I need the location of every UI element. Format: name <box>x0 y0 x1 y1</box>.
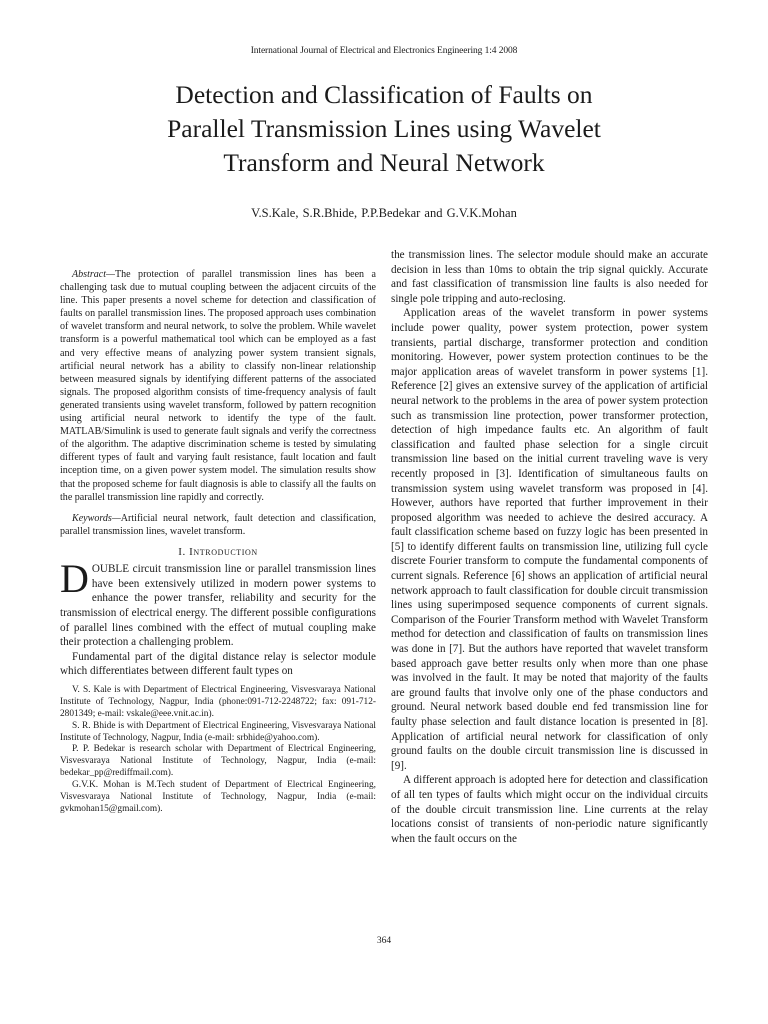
body-paragraph: Application areas of the wavelet transform in power systems include power quality, power system protection, power system transients, partial discharge, transformer protection and condition monitoring. However, power system protection continues to be the major application areas of wavelet transform in power systems [1]. Reference [2] gives an extensive survey of the application of artificial neural network to the problems in the area of power system protection such as transmission line protection, power transformer protection, detection of high impedance faults etc. An algorithm of fault classification and faulted phase selection for a single circuit transmission line based on the initial current traveling wave is very recently proposed in [3]. Identification of simultaneous faults on transmission system using wavelet transform was proposed in [4]. However, authors have reported that further improvement in their proposed algorithm was needed to achieve the desired accuracy. A fault classification scheme based on fuzzy logic has been presented in [5] to identify different faults on transmission line, utilizing full cycle discrete Fourier transform to compute the fundamental components of current signals. Reference [6] shows an application of artificial neural network approach to fault classification for double circuit transmission lines using superimposed sequence components of current signals. Comparison of the Fourier Transform method with Wavelet Transform method for detection and classification of faults on transmission lines was done in [7]. But the authors have reported that wavelet transform based approach gave better results only when more than one phase was involved in the fault. It may be noted that majority of the faults are ground faults that involve only one of the phase conductors and ground. Neural network based double end fed transmission line for faulty phase selection and fault distance location is presented in [8]. Application of artificial neural network for classification of only ground faults on the double circuit transmission line is discussed in [9]. <box>391 307 708 772</box>
abstract-text: The protection of parallel transmission lines has been a challenging task due to mutual coupling between the adjacent circuits of the line. This paper presents a novel scheme for detection and classification of faults on parallel transmission lines. The proposed approach uses combination of wavelet transform and neural network, to solve the problem. While wavelet transform is a powerful mathematical tool which can be employed as a fast and very effective means of analyzing power system transient signals, artificial neural network has a ability to classify non-linear relationship between measured signals by identifying different patterns of the associated signals. The proposed algorithm consists of time-frequency analysis of fault generated transients using wavelet transform, followed by pattern recognition using artificial neural network to identify the type of the fault. MATLAB/Simulink is used to generate fault signals and verify the correctness of the algorithm. The adaptive discrimination scheme is tested by simulating different types of fault and varying fault resistance, fault location and fault inception time, on a given power system model. The simulation results show that the proposed scheme for fault diagnosis is able to classify all the faults on the parallel transmission line rapidly and correctly. <box>60 269 376 503</box>
title-line: Detection and Classification of Faults on <box>175 80 593 109</box>
abstract-label: Abstract— <box>72 269 115 280</box>
drop-cap: D <box>60 555 89 601</box>
keywords <box>60 512 376 538</box>
body-paragraph: A different approach is adopted here for detection and classification of all ten types of faults which might occur on the individual circuits of the double circuit transmission line. Line currents at the relay locations consist of transients of non-periodic nature significantly when the fault occurs on the <box>391 774 708 845</box>
title-line: Transform and Neural Network <box>223 148 545 177</box>
keywords-text: Artificial neural network, fault detection and classification, parallel transmission lines, wavelet transform. <box>60 512 376 537</box>
keywords-label: Keywords— <box>72 512 121 524</box>
paper-title <box>60 78 708 180</box>
section-heading-introduction: I. Introduction <box>178 545 258 558</box>
title-line: Parallel Transmission Lines using Wavelet <box>167 114 601 143</box>
footnote: P. P. Bedekar is research scholar with Department of Electrical Engineering, Visvesvaraya National Institute of Technology, Nagpur, India (e-mail: bedekar_pp@rediffmail.com). <box>60 744 376 779</box>
abstract <box>60 268 376 504</box>
page-number: 364 <box>376 936 392 946</box>
intro-paragraph-2: Fundamental part of the digital distance relay is selector module which differentiates between different fault types on <box>60 650 376 678</box>
footnote: S. R. Bhide is with Department of Electrical Engineering, Visvesvaraya National Institute of Technology, Nagpur, India (e-mail: srbhide@yahoo.com). <box>60 720 376 743</box>
footnote: V. S. Kale is with Department of Electrical Engineering, Visvesvaraya National Institute of Technology, Nagpur, India (phone:091-712-2248722; fax: 091-712-2801349; e-mail: vskale@eee.vnit.ac.in). <box>60 685 376 719</box>
footnote: G.V.K. Mohan is M.Tech student of Department of Electrical Engineering, Visvesvaraya National Institute of Technology, Nagpur, India (e-mail: gvkmohan15@gmail.com). <box>60 779 376 814</box>
right-column <box>391 248 708 846</box>
body-paragraph: the transmission lines. The selector module should make an accurate decision in less than 10ms to obtain the trip signal quickly. Accurate and fast classification of transmission line faults is also needed for single pole tripping and auto-reclosing. <box>391 249 708 305</box>
intro-paragraph-1: DOUBLE circuit transmission line or parallel transmission lines have been extensively utilized in modern power systems to enhance the power transfer, reliability and security for the transmission of electrical energy. The different possible configurations of parallel lines combined with the effect of mutual coupling make their protection a challenging problem. <box>60 555 376 649</box>
author-list: V.S.Kale, S.R.Bhide, P.P.Bedekar and G.V.K.Mohan <box>251 206 517 220</box>
author-footnotes <box>60 685 376 815</box>
running-head: International Journal of Electrical and Electronics Engineering 1:4 2008 <box>250 46 518 56</box>
left-column <box>60 248 376 815</box>
